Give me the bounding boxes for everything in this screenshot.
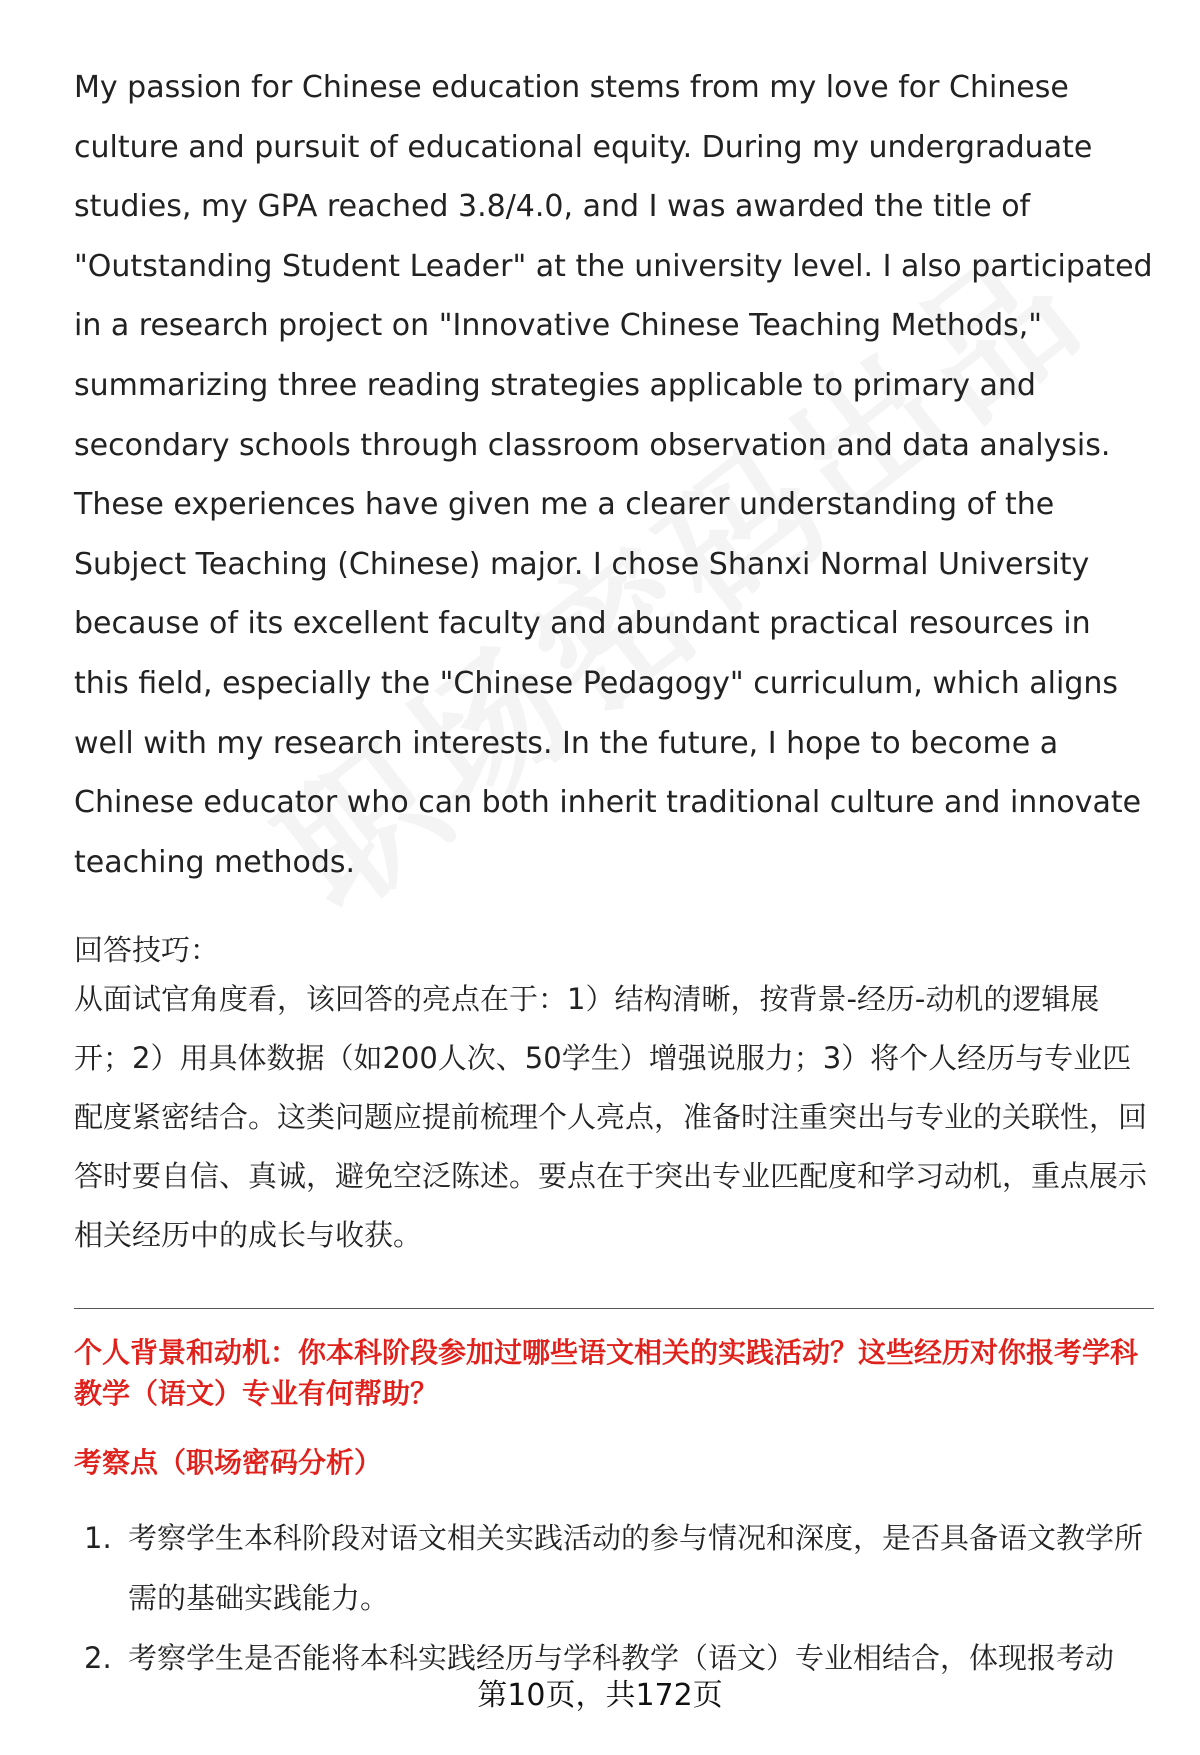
list-item-text: 考察学生本科阶段对语文相关实践活动的参与情况和深度，是否具备语文教学所需的基础实践能力。 — [128, 1521, 1144, 1616]
assessment-points-title: 考察点（职场密码分析） — [74, 1446, 383, 1480]
page-number-footer: 第10页，共172页 — [477, 1678, 723, 1713]
section-divider — [74, 1308, 1154, 1309]
list-item-text: 考察学生是否能将本科实践经历与学科教学（语文）专业相结合，体现报考动 — [128, 1641, 1115, 1676]
list-item-number: 1. — [84, 1521, 112, 1556]
page-content — [74, 58, 1154, 1688]
question-heading: 个人背景和动机：你本科阶段参加过哪些语文相关的实践活动？这些经历对你报考学科教学（语文）专业有何帮助？ — [74, 1336, 1139, 1411]
list-item — [74, 1508, 1154, 1628]
tips-paragraph: 从面试官角度看，该回答的亮点在于：1）结构清晰，按背景-经历-动机的逻辑展开；2）用具体数据（如200人次、50学生）增强说服力；3）将个人经历与专业匹配度紧密结合。这类问题应提前梳理个人亮点，准备时注重突出与专业的关联性，回答时要自信、真诚，避免空泛陈述。要点在于突出专业匹配度和学习动机，重点展示相关经历中的成长与收获。 — [74, 982, 1148, 1253]
assessment-points-list — [74, 1508, 1154, 1688]
tips-heading: 回答技巧： — [74, 933, 220, 968]
english-answer-paragraph: My passion for Chinese education stems from my love for Chinese culture and pursuit of educational equity. During my undergraduate studies, my GPA reached 3.8/4.0, and I was awarded the title of "Outstanding Student Leader" at the university level. I also participated in a research project on "Innovative Chinese Teaching Methods," summarizing three reading strategies applicable to primary and secondary schools through classroom observation and data analysis. These experiences have given me a clearer understanding of the Subject Teaching (Chinese) major. I chose Shanxi Normal University because of its excellent faculty and abundant practical resources in this field, especially the "Chinese Pedagogy" curriculum, which aligns well with my research interests. In the future, I hope to become a Chinese educator who can both inherit traditional culture and innovate teaching methods. — [74, 70, 1153, 880]
list-item-number: 2. — [84, 1641, 112, 1676]
